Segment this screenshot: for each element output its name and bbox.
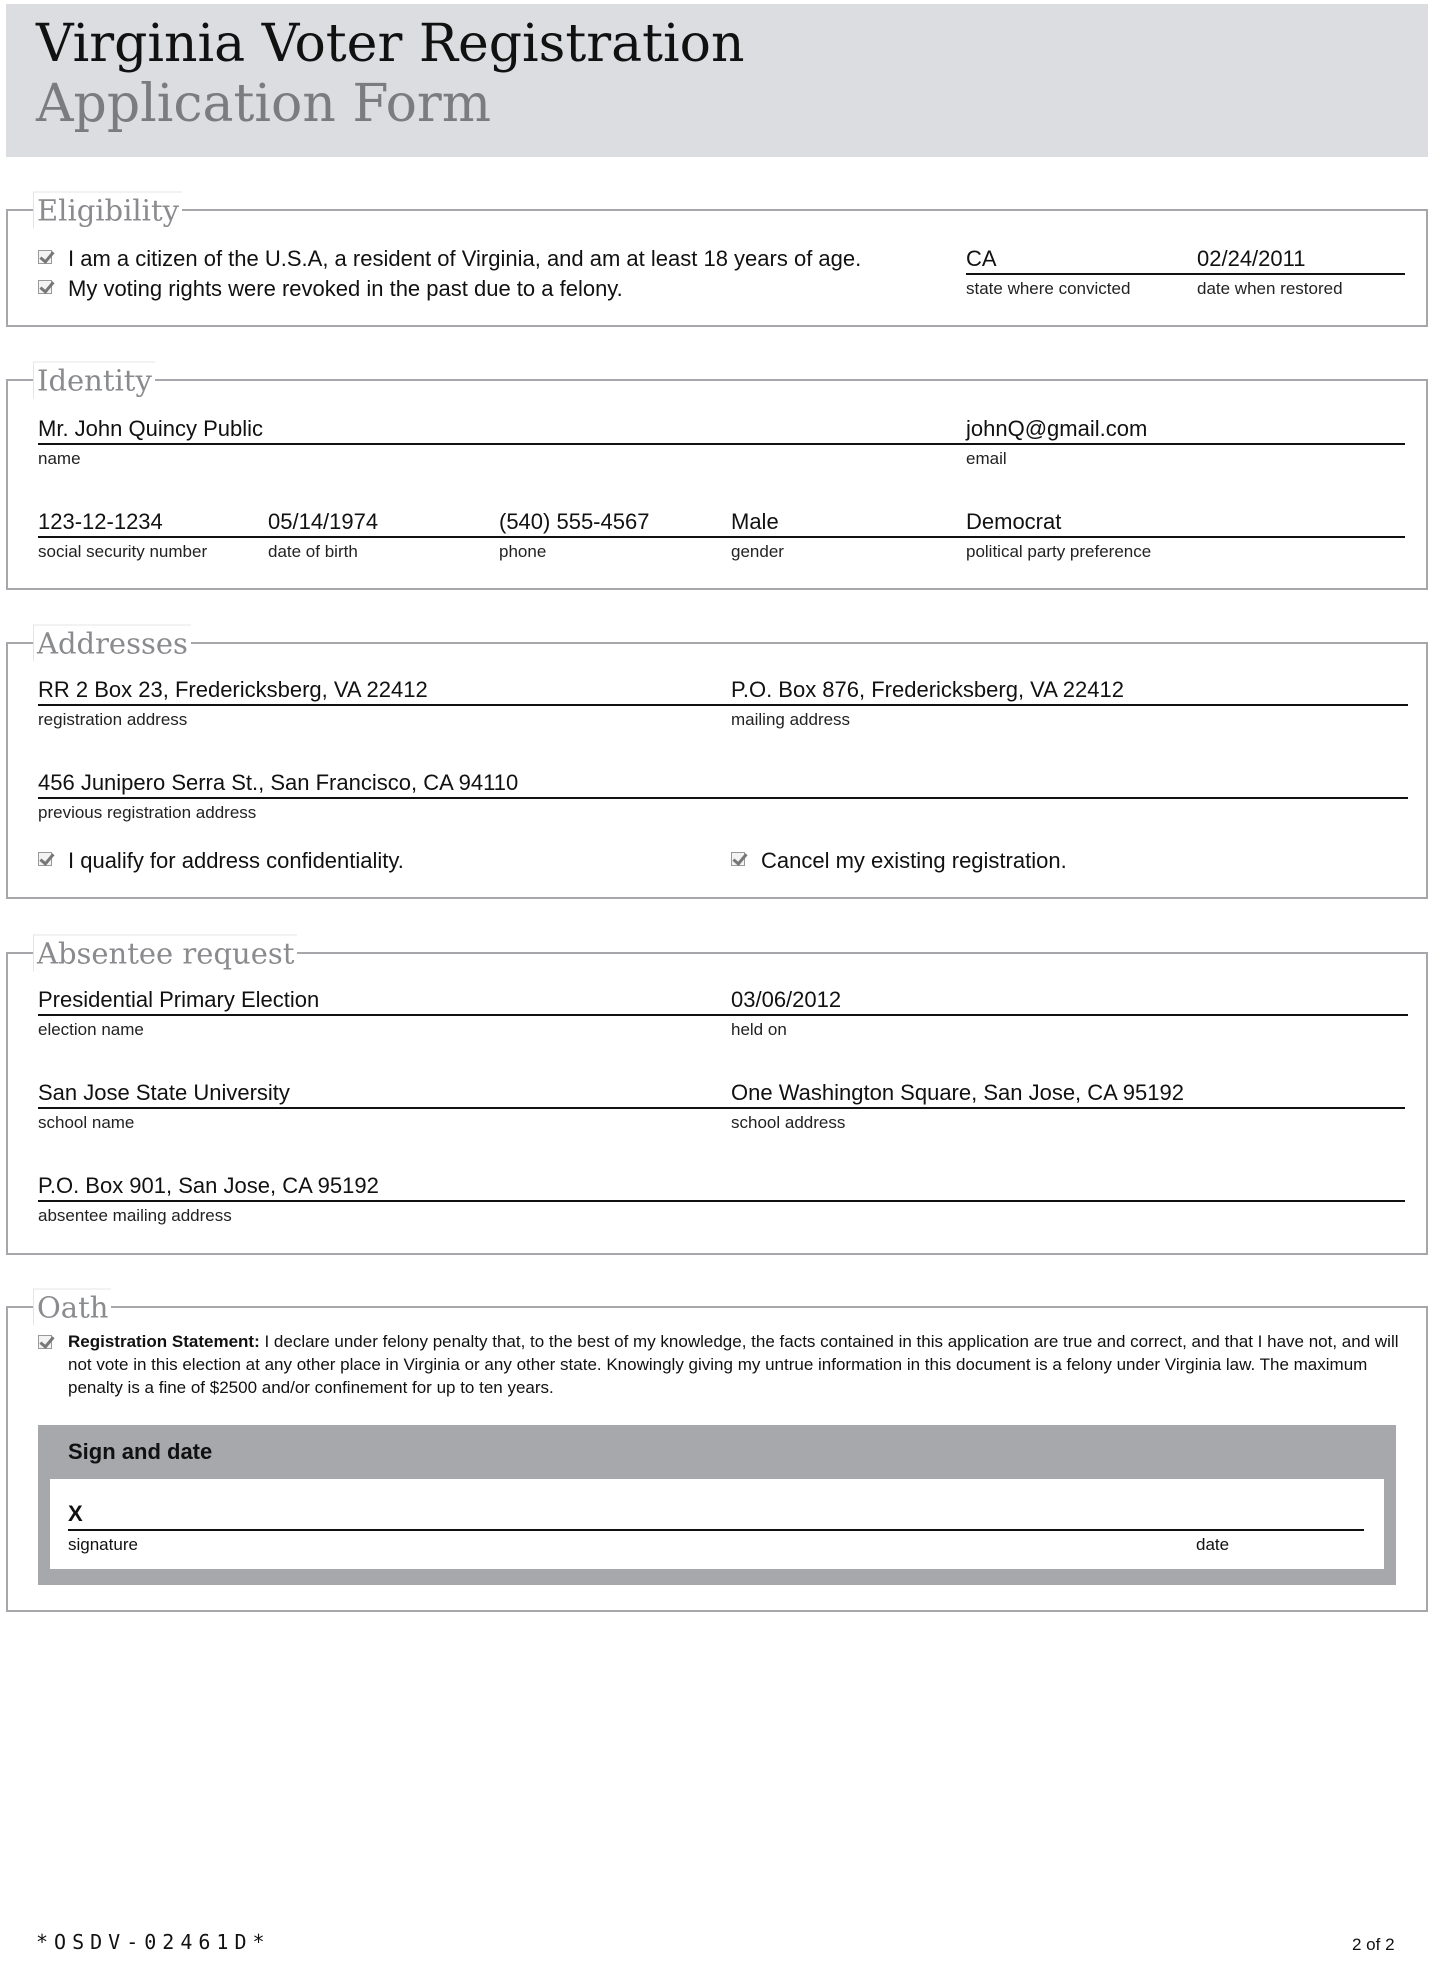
held-on-value[interactable]: 03/06/2012 (731, 986, 1408, 1016)
phone-value[interactable]: (540) 555-4567 (499, 508, 733, 538)
checkmark-icon[interactable] (38, 852, 52, 866)
election-name-field[interactable] (38, 986, 733, 1041)
absentee-mailing-field[interactable] (38, 1172, 1405, 1227)
registration-statement-body: I declare under felony penalty that, to the best of my knowledge, the facts contained in this application are true and correct, and that I have not, and will not vote in this election at any other place in Virginia or any other state. Knowingly giving my untrue information in this document is a felony under Virginia law. The maximum penalty is a fine of $2500 and/or confinement for up to ten years. (68, 1332, 1399, 1397)
dob-field[interactable] (268, 508, 501, 563)
phone-label: phone (499, 542, 547, 561)
document-barcode: *OSDV-02461D* (36, 1930, 271, 1954)
gender-field[interactable] (731, 508, 968, 563)
school-address-field[interactable] (731, 1079, 1405, 1134)
identity-section (6, 363, 1428, 590)
checkmark-icon[interactable] (38, 250, 52, 264)
eligibility-legend: Eligibility (33, 192, 182, 229)
party-value[interactable]: Democrat (966, 508, 1405, 538)
felony-checkbox-row[interactable] (38, 275, 623, 302)
school-name-label: school name (38, 1113, 135, 1132)
party-field[interactable] (966, 508, 1405, 563)
oath-section (6, 1290, 1428, 1612)
identity-legend: Identity (33, 362, 155, 399)
name-label: name (38, 449, 81, 468)
previous-address-label: previous registration address (38, 803, 257, 822)
registration-address-value[interactable]: RR 2 Box 23, Fredericksberg, VA 22412 (38, 676, 733, 706)
email-label: email (966, 449, 1007, 468)
page-title: Virginia Voter Registration (36, 14, 745, 74)
school-name-field[interactable] (38, 1079, 733, 1134)
school-address-value[interactable]: One Washington Square, San Jose, CA 95192 (731, 1079, 1405, 1109)
election-name-label: election name (38, 1020, 144, 1039)
name-field[interactable] (38, 415, 968, 470)
registration-address-field[interactable] (38, 676, 733, 731)
mailing-address-label: mailing address (731, 710, 851, 729)
signature-x-mark: X (68, 1501, 83, 1526)
addresses-section (6, 626, 1428, 899)
mailing-address-field[interactable] (731, 676, 1408, 731)
sign-and-date-title: Sign and date (68, 1439, 213, 1464)
state-convicted-field[interactable] (966, 245, 1199, 300)
state-convicted-value[interactable]: CA (966, 245, 1199, 275)
election-name-value[interactable]: Presidential Primary Election (38, 986, 733, 1016)
page-number: 2 of 2 (1352, 1935, 1395, 1954)
previous-address-value[interactable]: 456 Junipero Serra St., San Francisco, CA 94110 (38, 769, 1408, 799)
checkmark-icon[interactable] (731, 852, 745, 866)
registration-statement (68, 1330, 1420, 1399)
email-field[interactable] (966, 415, 1405, 470)
school-address-label: school address (731, 1113, 846, 1132)
confidentiality-checkbox-row[interactable] (38, 847, 404, 874)
confidentiality-text: I qualify for address confidentiality. (68, 848, 404, 873)
date-restored-field[interactable] (1197, 245, 1405, 300)
ssn-label: social security number (38, 542, 208, 561)
checkmark-icon[interactable] (38, 1335, 52, 1349)
addresses-legend: Addresses (33, 625, 191, 662)
absentee-section (6, 936, 1428, 1255)
school-name-value[interactable]: San Jose State University (38, 1079, 733, 1109)
absentee-mailing-label: absentee mailing address (38, 1206, 232, 1225)
date-restored-value[interactable]: 02/24/2011 (1197, 245, 1405, 275)
name-value[interactable]: Mr. John Quincy Public (38, 415, 968, 445)
absentee-legend: Absentee request (33, 935, 297, 972)
held-on-field[interactable] (731, 986, 1408, 1041)
ssn-value[interactable]: 123-12-1234 (38, 508, 270, 538)
checkmark-icon[interactable] (38, 280, 52, 294)
dob-value[interactable]: 05/14/1974 (268, 508, 501, 538)
gender-label: gender (731, 542, 784, 561)
previous-address-field[interactable] (38, 769, 1408, 824)
citizen-statement: I am a citizen of the U.S.A, a resident of Virginia, and am at least 18 years of age. (68, 246, 862, 271)
eligibility-section (6, 193, 1428, 327)
form-header (6, 4, 1428, 157)
signature-line[interactable] (68, 1529, 1364, 1531)
felony-statement: My voting rights were revoked in the past due to a felony. (68, 276, 623, 301)
date-restored-label: date when restored (1197, 279, 1343, 298)
oath-legend: Oath (33, 1289, 111, 1326)
absentee-mailing-value[interactable]: P.O. Box 901, San Jose, CA 95192 (38, 1172, 1405, 1202)
page-subtitle: Application Form (36, 74, 492, 134)
party-label: political party preference (966, 542, 1152, 561)
email-value[interactable]: johnQ@gmail.com (966, 415, 1405, 445)
cancel-registration-checkbox-row[interactable] (731, 847, 1067, 874)
date-label: date (1196, 1535, 1230, 1554)
held-on-label: held on (731, 1020, 787, 1039)
registration-address-label: registration address (38, 710, 188, 729)
oath-checkbox-row[interactable] (38, 1330, 1420, 1399)
dob-label: date of birth (268, 542, 358, 561)
registration-statement-title: Registration Statement: (68, 1332, 260, 1351)
signature-area[interactable] (50, 1479, 1384, 1569)
state-convicted-label: state where convicted (966, 279, 1131, 298)
phone-field[interactable] (499, 508, 733, 563)
sign-and-date-box (38, 1425, 1396, 1585)
signature-label: signature (68, 1535, 138, 1554)
ssn-field[interactable] (38, 508, 270, 563)
citizen-checkbox-row[interactable] (38, 245, 861, 272)
gender-value[interactable]: Male (731, 508, 968, 538)
mailing-address-value[interactable]: P.O. Box 876, Fredericksberg, VA 22412 (731, 676, 1408, 706)
cancel-registration-text: Cancel my existing registration. (761, 848, 1067, 873)
